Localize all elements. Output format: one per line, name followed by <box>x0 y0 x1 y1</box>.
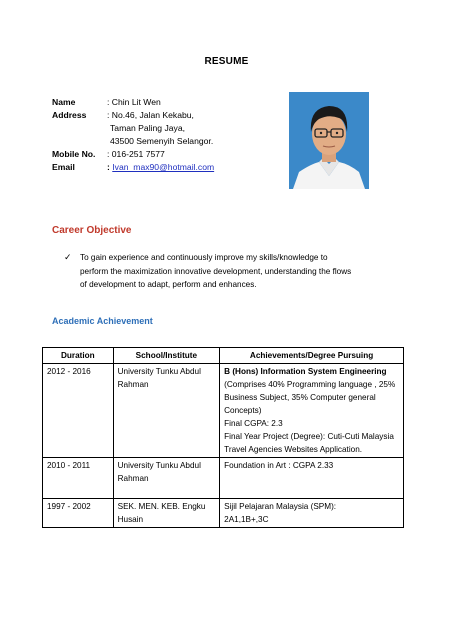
degree-detail: Final Year Project (Degree): Cuti-Cuti Malaysia Travel Agencies Websites Application. <box>224 432 394 454</box>
degree-title: B (Hons) Information System Engineering <box>224 367 387 376</box>
checkmark-icon: ✓ <box>64 252 72 262</box>
address-line1: : No.46, Jalan Kekabu, <box>107 110 194 120</box>
email-label: Email <box>52 162 75 172</box>
name-value: : Chin Lit Wen <box>107 97 161 107</box>
degree-title: Foundation in Art : CGPA 2.33 <box>224 461 334 470</box>
resume-title: RESUME <box>204 56 249 67</box>
duration-cell: 2012 - 2016 <box>43 364 114 458</box>
duration-cell: 1997 - 2002 <box>43 499 114 528</box>
school-cell: University Tunku Abdul Rahman <box>113 458 220 499</box>
address-label: Address <box>52 110 87 120</box>
address-line3: 43500 Semenyih Selangor. <box>110 136 214 146</box>
school-cell: University Tunku Abdul Rahman <box>113 364 220 458</box>
personal-info <box>52 96 247 174</box>
school-cell: SEK. MEN. KEB. Engku Husain <box>113 499 220 528</box>
column-header-school: School/Institute <box>113 348 220 364</box>
address-row <box>52 109 247 122</box>
academic-achievement-heading: Academic Achievement <box>52 316 153 326</box>
degree-detail: 2A1,1B+,3C <box>224 515 269 524</box>
table-row <box>43 499 404 528</box>
achievement-cell <box>220 458 404 499</box>
email-row <box>52 161 247 174</box>
achievement-cell <box>220 499 404 528</box>
duration-cell: 2010 - 2011 <box>43 458 114 499</box>
degree-title: Sijil Pelajaran Malaysia (SPM): <box>224 502 337 511</box>
academic-table <box>42 347 404 528</box>
profile-photo <box>289 92 369 189</box>
table-header-row <box>43 348 404 364</box>
address-line2: Taman Paling Jaya, <box>110 123 185 133</box>
mobile-value: : 016-251 7577 <box>107 149 165 159</box>
degree-detail: (Comprises 40% Programming language , 25% Business Subject, 35% Computer general Concepts) <box>224 380 396 415</box>
mobile-row <box>52 148 247 161</box>
name-label: Name <box>52 97 76 107</box>
portrait-image <box>289 92 369 189</box>
column-header-achievements: Achievements/Degree Pursuing <box>220 348 404 364</box>
table-row <box>43 364 404 458</box>
career-objective-text: To gain experience and continuously improve my skills/knowledge to perform the maximization innovative development, understanding the flows of development to adapt, perform and enhances. <box>80 253 352 289</box>
column-header-duration: Duration <box>43 348 114 364</box>
name-row <box>52 96 247 109</box>
achievement-cell <box>220 364 404 458</box>
mobile-label: Mobile No. <box>52 149 96 159</box>
email-colon: : <box>107 162 110 172</box>
career-objective-heading: Career Objective <box>52 225 132 236</box>
table-row <box>43 458 404 499</box>
email-value-wrap <box>107 161 247 174</box>
email-link[interactable]: Ivan_max90@hotmail.com <box>112 162 215 172</box>
career-objective <box>64 251 354 292</box>
degree-detail: Final CGPA: 2.3 <box>224 419 283 428</box>
